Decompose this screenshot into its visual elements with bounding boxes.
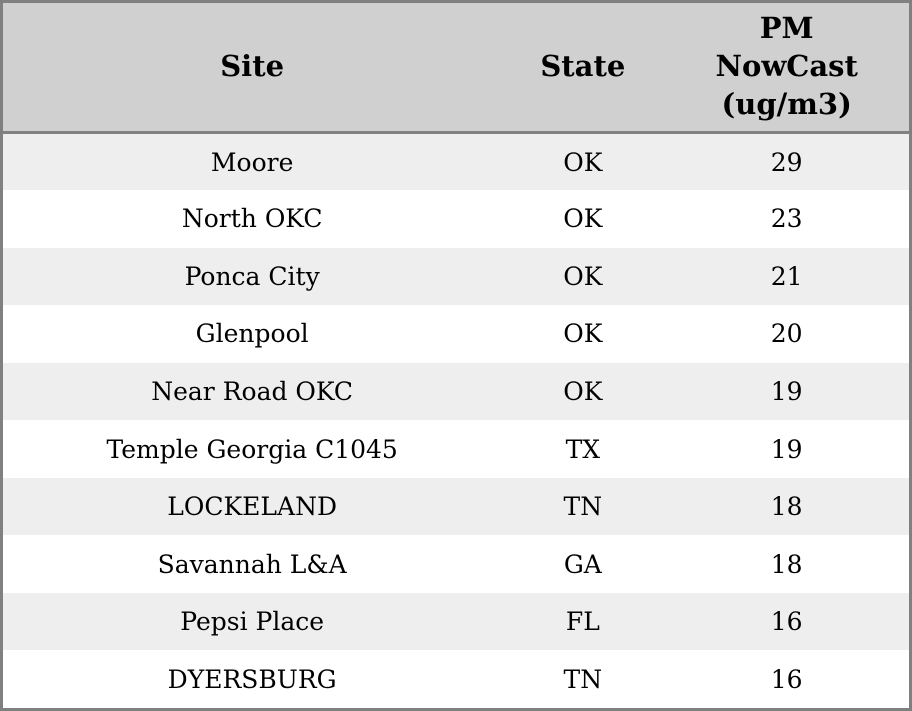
state-cell: OK xyxy=(563,376,603,406)
state-cell: TN xyxy=(563,492,603,522)
pm-nowcast-table xyxy=(3,3,909,708)
column-header-label: Site xyxy=(220,49,285,84)
state-cell: OK xyxy=(563,319,603,349)
table-row xyxy=(3,535,909,593)
column-header-site xyxy=(3,3,501,133)
state-cell: OK xyxy=(563,261,603,291)
pm-nowcast-cell: 18 xyxy=(770,549,803,579)
state-cell: OK xyxy=(563,147,603,177)
table-row xyxy=(3,248,909,306)
column-header-state xyxy=(501,3,664,133)
pm-nowcast-cell: 16 xyxy=(770,664,803,694)
site-cell: Near Road OKC xyxy=(151,376,354,406)
table-row xyxy=(3,593,909,651)
column-header-label: PM NowCast (ug/m3) xyxy=(715,11,858,121)
column-header-label: State xyxy=(540,49,626,84)
site-cell: North OKC xyxy=(181,204,323,234)
pm-nowcast-cell: 20 xyxy=(770,319,803,349)
table-row xyxy=(3,420,909,478)
site-cell: Savannah L&A xyxy=(157,549,347,579)
table-row xyxy=(3,190,909,248)
site-cell: DYERSBURG xyxy=(167,664,337,694)
state-cell: TX xyxy=(565,434,601,464)
state-cell: GA xyxy=(563,549,602,579)
table-row xyxy=(3,478,909,536)
site-cell: Moore xyxy=(210,147,294,177)
pm-nowcast-cell: 29 xyxy=(770,147,803,177)
table-row xyxy=(3,305,909,363)
table-row xyxy=(3,650,909,708)
pm-nowcast-cell: 23 xyxy=(770,204,803,234)
column-header-pm-nowcast xyxy=(664,3,909,133)
table-row xyxy=(3,363,909,421)
site-cell: Ponca City xyxy=(184,261,320,291)
pm-nowcast-cell: 19 xyxy=(770,434,803,464)
table-row xyxy=(3,133,909,191)
site-cell: Pepsi Place xyxy=(180,607,325,637)
state-cell: OK xyxy=(563,204,603,234)
pm-nowcast-cell: 18 xyxy=(770,492,803,522)
state-cell: TN xyxy=(563,664,603,694)
site-cell: Temple Georgia C1045 xyxy=(106,434,398,464)
pm-nowcast-cell: 21 xyxy=(770,261,803,291)
pm-nowcast-cell: 16 xyxy=(770,607,803,637)
pm-nowcast-cell: 19 xyxy=(770,376,803,406)
site-cell: Glenpool xyxy=(195,319,309,349)
header-row xyxy=(3,3,909,133)
state-cell: FL xyxy=(565,607,600,637)
site-cell: LOCKELAND xyxy=(167,492,338,522)
